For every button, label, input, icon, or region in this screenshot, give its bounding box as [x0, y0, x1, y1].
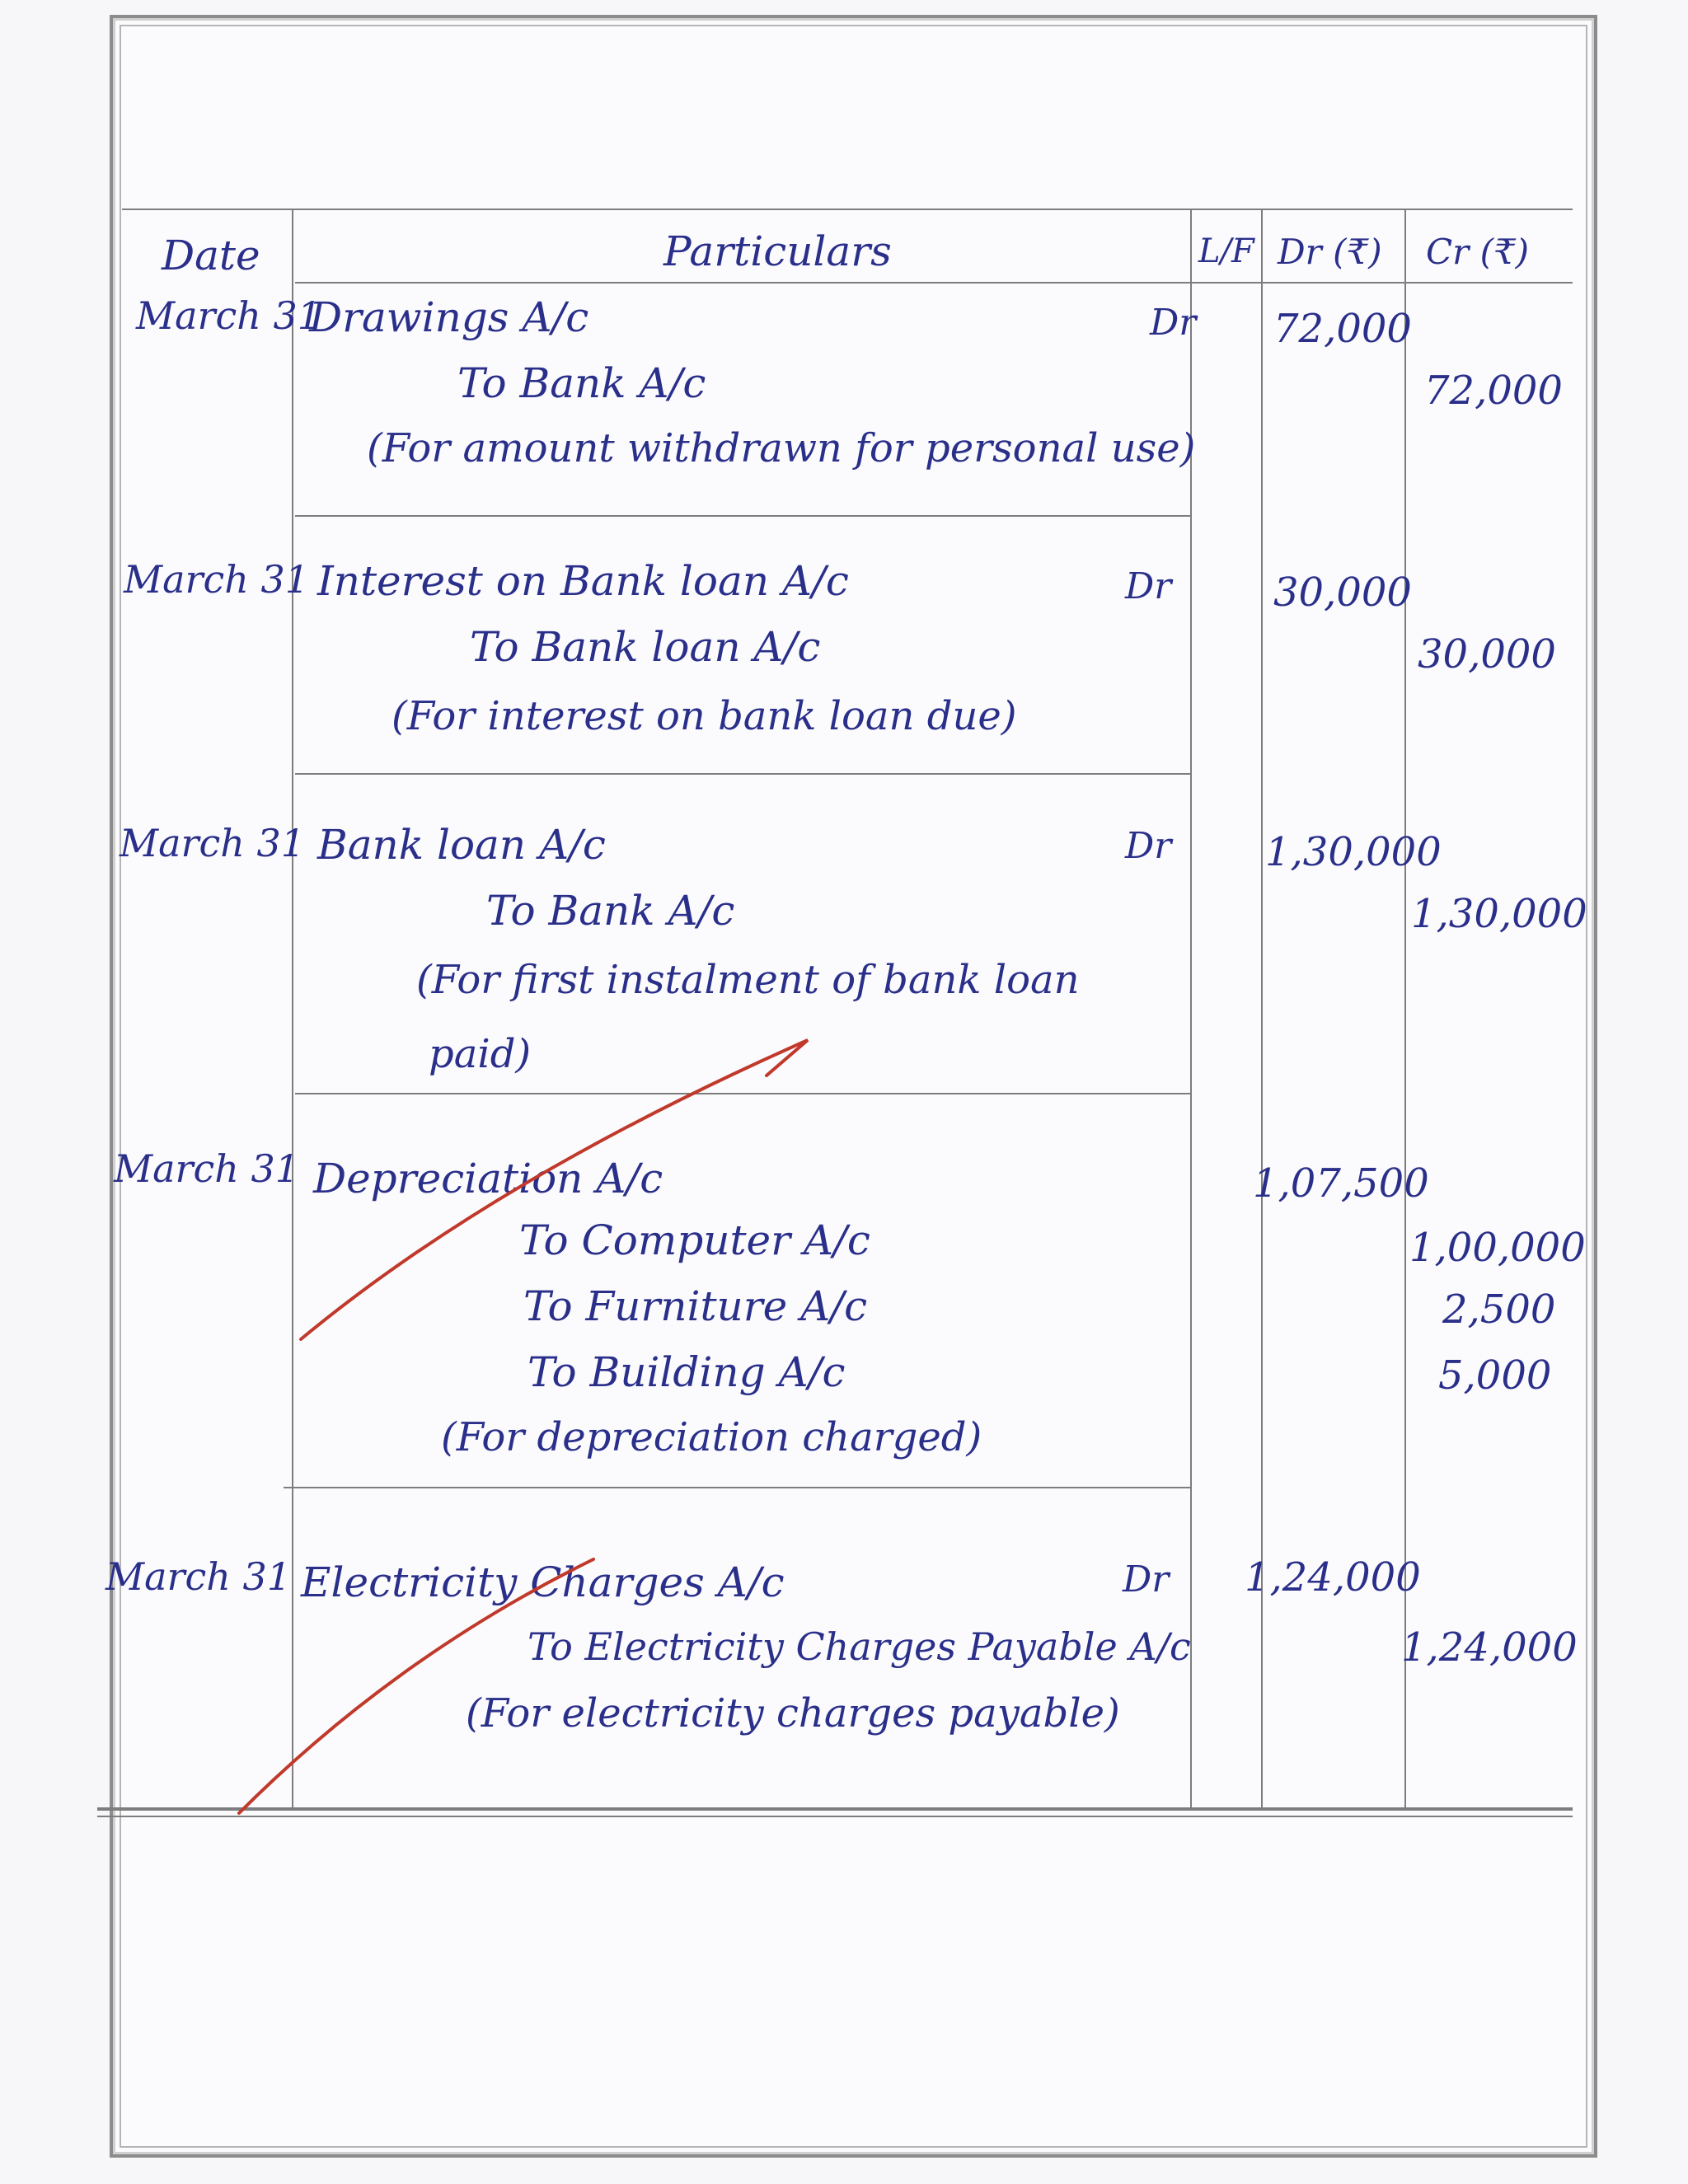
entry-1-dr-tag: Dr — [1150, 302, 1197, 344]
entry-2-dr-tag: Dr — [1125, 565, 1172, 607]
entry-5-dr-tag: Dr — [1123, 1558, 1170, 1601]
entry-2-narration: (For interest on bank loan due) — [392, 693, 1017, 739]
entry-4-credit-account-1: To Computer A/c — [519, 1216, 870, 1264]
entry-separator-1 — [295, 515, 1190, 517]
entry-4-debit-account: Depreciation A/c — [313, 1155, 663, 1202]
entry-separator-4 — [284, 1487, 1190, 1488]
entry-1-cr-amount: 72,000 — [1424, 368, 1563, 414]
entry-3-debit-account: Bank loan A/c — [317, 821, 606, 869]
entry-3-cr-amount: 1,30,000 — [1411, 891, 1587, 937]
entry-separator-3 — [295, 1093, 1190, 1094]
entry-3-narration-line-2: paid) — [429, 1031, 532, 1077]
header-dr: Dr (₹) — [1278, 232, 1382, 272]
entry-2-cr-amount: 30,000 — [1418, 631, 1556, 677]
entry-3-date: March 31 — [120, 821, 306, 865]
entry-2-credit-account: To Bank loan A/c — [470, 623, 821, 671]
entry-3-dr-tag: Dr — [1125, 825, 1172, 867]
entry-5-cr-amount: 1,24,000 — [1401, 1624, 1578, 1671]
table-bottom-rule-2 — [97, 1816, 1573, 1817]
entry-5-narration: (For electricity charges payable) — [466, 1690, 1120, 1736]
entry-4-cr-amount-1: 1,00,000 — [1409, 1225, 1586, 1271]
entry-5-date: March 31 — [106, 1554, 292, 1599]
entry-3-dr-amount: 1,30,000 — [1265, 829, 1442, 875]
table-bottom-rule — [97, 1807, 1573, 1811]
entry-4-dr-amount: 1,07,500 — [1253, 1160, 1429, 1207]
header-top-rule — [122, 209, 1573, 210]
date-column-rule — [292, 209, 293, 1807]
entry-1-dr-amount: 72,000 — [1273, 306, 1412, 352]
entry-4-cr-amount-3: 5,000 — [1438, 1352, 1552, 1399]
entry-1-date: March 31 — [136, 293, 322, 338]
entry-4-cr-amount-2: 2,500 — [1442, 1286, 1556, 1333]
entry-3-credit-account: To Bank A/c — [486, 887, 735, 935]
entry-1-debit-account: Drawings A/c — [309, 293, 589, 341]
header-particulars: Particulars — [663, 227, 892, 275]
entry-4-credit-account-3: To Building A/c — [528, 1348, 846, 1396]
entry-5-debit-account: Electricity Charges A/c — [301, 1558, 785, 1606]
header-lf: L/F — [1198, 232, 1254, 270]
header-cr: Cr (₹) — [1426, 232, 1530, 272]
entry-4-narration: (For depreciation charged) — [441, 1414, 982, 1460]
header-bottom-rule — [295, 282, 1573, 284]
entry-1-narration: (For amount withdrawn for personal use) — [367, 425, 1196, 471]
entry-1-credit-account: To Bank A/c — [457, 359, 706, 407]
entry-separator-2 — [295, 773, 1190, 775]
entry-5-dr-amount: 1,24,000 — [1245, 1554, 1421, 1601]
entry-2-dr-amount: 30,000 — [1273, 569, 1412, 616]
entry-5-credit-account: To Electricity Charges Payable A/c — [528, 1624, 1191, 1669]
entry-4-date: March 31 — [114, 1146, 300, 1191]
header-date: Date — [162, 232, 260, 279]
entry-4-credit-account-2: To Furniture A/c — [523, 1282, 868, 1330]
entry-3-narration-line-1: (For first instalment of bank loan — [416, 957, 1080, 1003]
entry-2-date: March 31 — [124, 557, 310, 602]
entry-2-debit-account: Interest on Bank loan A/c — [317, 557, 849, 605]
